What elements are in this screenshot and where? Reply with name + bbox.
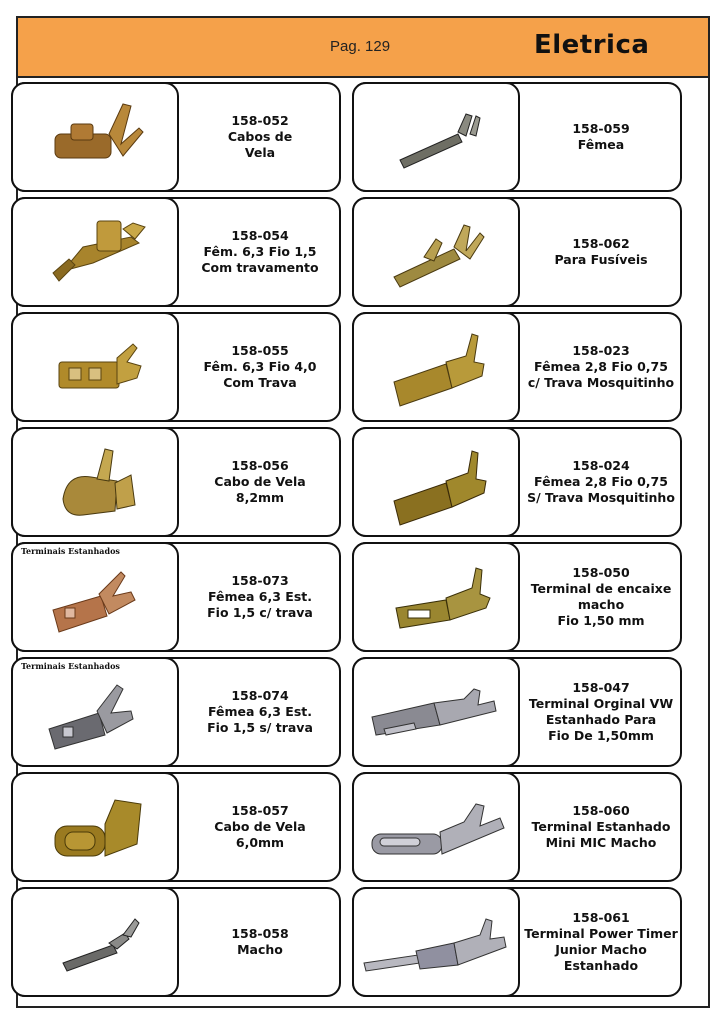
product-code: 158-060 — [572, 803, 630, 818]
product-image — [352, 427, 520, 537]
product-desc-line: Junior Macho — [555, 942, 647, 957]
product-text — [520, 889, 682, 995]
product-image — [352, 542, 520, 652]
product-text — [179, 544, 341, 650]
product-card-158-055[interactable] — [11, 312, 341, 422]
product-desc-line: Terminal Power Timer — [524, 926, 678, 941]
product-image — [352, 657, 520, 767]
product-code: 158-023 — [572, 343, 630, 358]
product-image — [11, 772, 179, 882]
product-text — [520, 774, 682, 880]
product-image — [11, 197, 179, 307]
section-note: Terminais Estanhados — [21, 661, 120, 671]
page-number: Pag. 129 — [330, 38, 391, 55]
product-card-158-058[interactable] — [11, 887, 341, 997]
product-desc-line: Fio 1,50 mm — [557, 613, 645, 628]
product-code: 158-054 — [231, 228, 289, 243]
product-card-158-056[interactable] — [11, 427, 341, 537]
product-text — [520, 544, 682, 650]
category-title: Eletrica — [534, 30, 650, 60]
product-desc-line: Terminal Estanhado — [531, 819, 671, 834]
product-image — [352, 197, 520, 307]
product-desc-line: Macho — [237, 942, 283, 957]
product-code: 158-073 — [231, 573, 289, 588]
product-desc-line: Fêmea 2,8 Fio 0,75 — [534, 359, 668, 374]
product-desc-line: Para Fusíveis — [554, 252, 648, 267]
product-desc-line: Fio 1,5 s/ trava — [207, 720, 313, 735]
product-desc-line: Fio De 1,50mm — [548, 728, 654, 743]
product-card-158-057[interactable] — [11, 772, 341, 882]
product-image — [11, 542, 179, 652]
product-image — [352, 82, 520, 192]
product-card-158-023[interactable] — [352, 312, 682, 422]
product-image — [11, 427, 179, 537]
product-card-158-054[interactable] — [11, 197, 341, 307]
product-desc-line: Com travamento — [201, 260, 319, 275]
product-desc-line: macho — [577, 597, 625, 612]
product-code: 158-047 — [572, 680, 630, 695]
product-desc-line: Fêm. 6,3 Fio 4,0 — [203, 359, 317, 374]
product-desc-line: Mini MIC Macho — [545, 835, 657, 850]
product-desc-line: Fêm. 6,3 Fio 1,5 — [203, 244, 317, 259]
product-card-158-059[interactable] — [352, 82, 682, 192]
product-text — [179, 314, 341, 420]
product-card-158-060[interactable] — [352, 772, 682, 882]
product-text — [179, 774, 341, 880]
product-desc-line: Cabo de Vela — [214, 474, 306, 489]
product-text — [520, 84, 682, 190]
product-code: 158-024 — [572, 458, 630, 473]
product-desc-line: 6,0mm — [235, 835, 285, 850]
product-desc-line: c/ Trava Mosquitinho — [527, 375, 675, 390]
product-card-158-073[interactable] — [11, 542, 341, 652]
product-image — [352, 887, 520, 997]
product-text — [520, 314, 682, 420]
product-image — [11, 82, 179, 192]
product-code: 158-050 — [572, 565, 630, 580]
product-text — [179, 429, 341, 535]
product-desc-line: Terminal Orginal VW — [528, 696, 674, 711]
section-note: Terminais Estanhados — [21, 546, 120, 556]
product-text — [520, 659, 682, 765]
product-card-158-061[interactable] — [352, 887, 682, 997]
product-card-158-052[interactable] — [11, 82, 341, 192]
product-desc-line: Fêmea 6,3 Est. — [208, 589, 312, 604]
product-desc-line: 8,2mm — [235, 490, 285, 505]
product-desc-line: Estanhado — [563, 958, 639, 973]
product-code: 158-074 — [231, 688, 289, 703]
product-image — [11, 657, 179, 767]
product-desc-line: Com Trava — [223, 375, 297, 390]
product-code: 158-055 — [231, 343, 289, 358]
product-card-158-024[interactable] — [352, 427, 682, 537]
product-card-158-062[interactable] — [352, 197, 682, 307]
product-card-158-074[interactable] — [11, 657, 341, 767]
product-desc-line: Fêmea 6,3 Est. — [208, 704, 312, 719]
product-code: 158-061 — [572, 910, 630, 925]
product-desc-line: Terminal de encaixe — [530, 581, 672, 596]
product-text — [520, 199, 682, 305]
product-code: 158-056 — [231, 458, 289, 473]
product-image — [11, 887, 179, 997]
product-desc-line: Vela — [244, 145, 276, 160]
product-code: 158-052 — [231, 113, 289, 128]
product-image — [352, 772, 520, 882]
product-code: 158-058 — [231, 926, 289, 941]
page-header — [18, 18, 708, 78]
product-code: 158-057 — [231, 803, 289, 818]
product-text — [179, 84, 341, 190]
product-image — [352, 312, 520, 422]
product-code: 158-059 — [572, 121, 630, 136]
product-text — [520, 429, 682, 535]
product-code: 158-062 — [572, 236, 630, 251]
product-text — [179, 889, 341, 995]
product-desc-line: Fêmea 2,8 Fio 0,75 — [534, 474, 668, 489]
product-desc-line: Fêmea — [577, 137, 625, 152]
product-text — [179, 659, 341, 765]
product-image — [11, 312, 179, 422]
product-card-158-050[interactable] — [352, 542, 682, 652]
product-desc-line: S/ Trava Mosquitinho — [527, 490, 675, 505]
product-desc-line: Cabo de Vela — [214, 819, 306, 834]
product-text — [179, 199, 341, 305]
product-desc-line: Cabos de — [227, 129, 293, 144]
product-desc-line: Estanhado Para — [545, 712, 657, 727]
product-desc-line: Fio 1,5 c/ trava — [207, 605, 313, 620]
product-card-158-047[interactable] — [352, 657, 682, 767]
